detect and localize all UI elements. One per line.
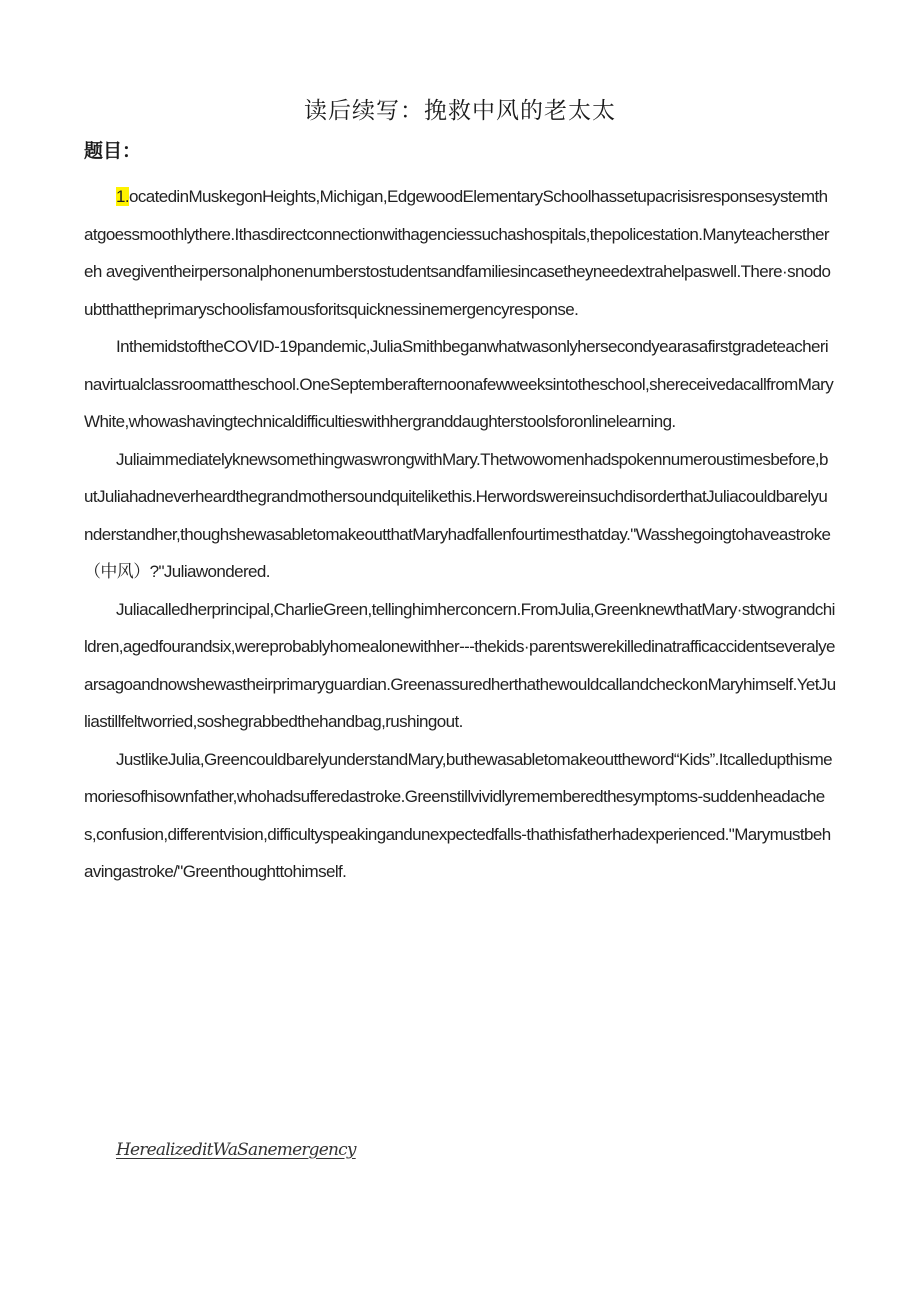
paragraph-text: JuliaimmediatelyknewsomethingwaswrongwithMary.Thetwowomenhadspokennumeroustimesbefore,butJuliahadneverheardthegrandmothersoundquitelikethis.HerwordswereinsuchdisorderthatJuliacouldbarelyunderstandher,thoughshewasabletomakeoutthatMaryhadfallenfourtimesthatday."Wasshegoingtohaveastroke（中风）?"Juliawondered. (84, 449, 831, 581)
highlighted-marker: 1. (116, 187, 129, 206)
paragraph-1 (84, 178, 836, 328)
paragraph-text: InthemidstoftheCOVID-19pandemic,JuliaSmithbeganwhatwasonlyhersecondyearasafirstgradeteacherinavirtualclassroomattheschool.OneSeptemberafternoonafewweeksintotheschool,shereceivedacallfromMaryWhite,whowashavingtechnicaldifficultieswithhergranddaughterstoolsforonlinelearning. (84, 337, 834, 431)
section-label: 题目： (84, 140, 142, 162)
paragraph-text: Juliacalledherprincipal,CharlieGreen,tellinghimherconcern.FromJulia,GreenknewthatMary·stwograndchildren,agedfourandsix,wereprobablyhomealonewithher---thekids·parentswerekilledinatrafficaccidentseveralyearsagoandnowshewastheirprimaryguardian.GreenassuredherthathewouldcallandcheckonMaryhimself.YetJuliastillfeltworried,soshegrabbedthehandbag,rushingout. (84, 599, 836, 731)
document-title: 读后续写：挽救中风的老太太 (304, 98, 616, 124)
paragraph-4 (84, 591, 836, 741)
paragraph-text: JustlikeJulia,GreencouldbarelyunderstandMary,buthewasabletomakeouttheword“Kids”.Itcalledupthismemoriesofhisownfather,whohadsufferedastroke.Greenstillvividlyrememberedthesymptoms-suddenheadaches,confusion,differentvision,difficultyspeakingandunexpectedfalls-thathisfatherhadexperienced."Marymustbehavingastroke/"Greenthoughttohimself. (84, 749, 833, 881)
paragraph-text: ocatedinMuskegonHeights,Michigan,EdgewoodElementarySchoolhassetupacrisisresponsesystemthatgoessmoothlythere.Ithasdirectconnectionwithagenciessuchashospitals,thepolicestation.Manyteachersthereh avegiventheirpersonalphonenumberstostudentsandfamiliesincasetheyneedextrahelpaswell.There·snodoubtthattheprimaryschoolisfamousforitsquicknessinemergencyresponse. (84, 187, 831, 319)
story-body (84, 178, 836, 891)
paragraph-2 (84, 328, 836, 441)
continuation-prompt: HerealizeditWaSanemergency (116, 1140, 356, 1160)
paragraph-3 (84, 441, 836, 591)
paragraph-5 (84, 741, 836, 891)
